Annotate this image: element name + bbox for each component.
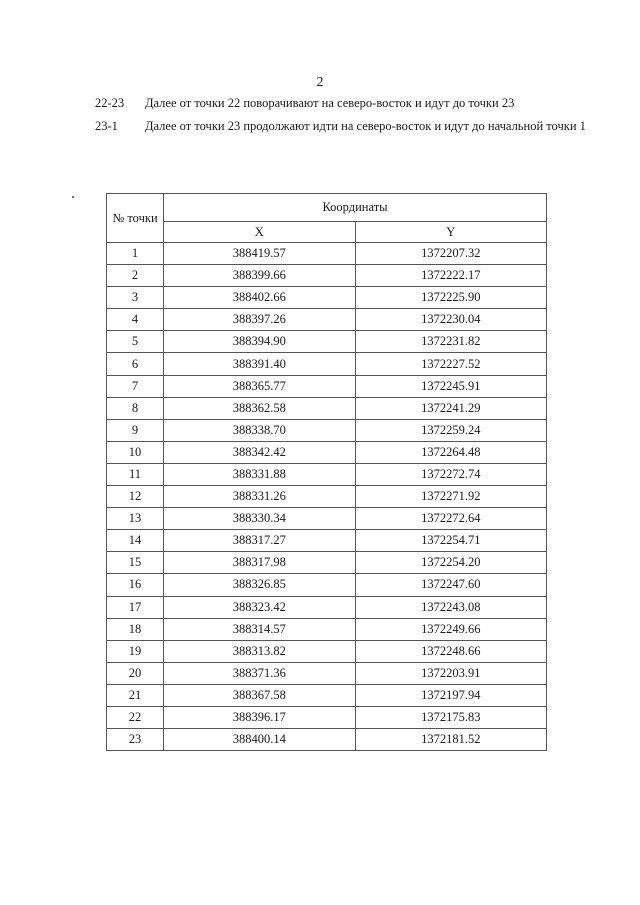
paragraph-22-23 xyxy=(95,96,595,111)
table-row xyxy=(107,309,547,331)
table-row xyxy=(107,574,547,596)
cell-y: 1372271.92 xyxy=(355,486,547,508)
cell-x: 388323.42 xyxy=(164,596,356,618)
cell-point-number: 14 xyxy=(107,530,164,552)
table-row xyxy=(107,552,547,574)
table-row xyxy=(107,287,547,309)
cell-point-number: 8 xyxy=(107,397,164,419)
segment-code: 23-1 xyxy=(95,119,118,133)
segment-text: Далее от точки 23 продолжают идти на северо-восток и идут до начальной точки 1 xyxy=(145,119,586,133)
table-row xyxy=(107,353,547,375)
cell-x: 388326.85 xyxy=(164,574,356,596)
cell-y: 1372254.20 xyxy=(355,552,547,574)
cell-point-number: 13 xyxy=(107,508,164,530)
cell-x: 388313.82 xyxy=(164,640,356,662)
cell-y: 1372249.66 xyxy=(355,618,547,640)
header-coordinates: Координаты xyxy=(164,194,547,222)
table-row xyxy=(107,265,547,287)
table-row xyxy=(107,729,547,751)
cell-x: 388330.34 xyxy=(164,508,356,530)
cell-y: 1372207.32 xyxy=(355,243,547,265)
cell-y: 1372241.29 xyxy=(355,397,547,419)
cell-x: 388331.88 xyxy=(164,463,356,485)
cell-x: 388391.40 xyxy=(164,353,356,375)
cell-x: 388397.26 xyxy=(164,309,356,331)
cell-y: 1372230.04 xyxy=(355,309,547,331)
cell-y: 1372248.66 xyxy=(355,640,547,662)
cell-y: 1372245.91 xyxy=(355,375,547,397)
page-number: 2 xyxy=(316,75,324,90)
cell-y: 1372264.48 xyxy=(355,441,547,463)
cell-point-number: 9 xyxy=(107,419,164,441)
table-body xyxy=(107,243,547,751)
cell-x: 388317.98 xyxy=(164,552,356,574)
cell-point-number: 22 xyxy=(107,706,164,728)
table-row xyxy=(107,640,547,662)
table-row xyxy=(107,419,547,441)
cell-x: 388371.36 xyxy=(164,662,356,684)
table-row xyxy=(107,397,547,419)
table-row xyxy=(107,662,547,684)
cell-y: 1372254.71 xyxy=(355,530,547,552)
header-x: X xyxy=(164,222,356,243)
segment-text: Далее от точки 22 поворачивают на северо-восток и идут до точки 23 xyxy=(145,96,515,110)
cell-point-number: 6 xyxy=(107,353,164,375)
cell-y: 1372272.64 xyxy=(355,508,547,530)
table-row xyxy=(107,618,547,640)
cell-x: 388399.66 xyxy=(164,265,356,287)
table-row xyxy=(107,530,547,552)
cell-point-number: 17 xyxy=(107,596,164,618)
cell-point-number: 7 xyxy=(107,375,164,397)
cell-x: 388342.42 xyxy=(164,441,356,463)
coordinates-table xyxy=(106,193,547,751)
header-point-number: № точки xyxy=(107,194,164,243)
cell-x: 388396.17 xyxy=(164,706,356,728)
cell-point-number: 23 xyxy=(107,729,164,751)
cell-point-number: 21 xyxy=(107,684,164,706)
cell-y: 1372203.91 xyxy=(355,662,547,684)
cell-y: 1372272.74 xyxy=(355,463,547,485)
table-row xyxy=(107,243,547,265)
scan-speck xyxy=(72,196,74,198)
cell-point-number: 12 xyxy=(107,486,164,508)
cell-x: 388362.58 xyxy=(164,397,356,419)
cell-point-number: 18 xyxy=(107,618,164,640)
cell-y: 1372175.83 xyxy=(355,706,547,728)
cell-point-number: 20 xyxy=(107,662,164,684)
cell-x: 388338.70 xyxy=(164,419,356,441)
cell-point-number: 11 xyxy=(107,463,164,485)
cell-y: 1372259.24 xyxy=(355,419,547,441)
cell-point-number: 4 xyxy=(107,309,164,331)
cell-x: 388367.58 xyxy=(164,684,356,706)
segment-code: 22-23 xyxy=(95,96,125,110)
cell-point-number: 1 xyxy=(107,243,164,265)
cell-y: 1372222.17 xyxy=(355,265,547,287)
cell-x: 388314.57 xyxy=(164,618,356,640)
table-row xyxy=(107,508,547,530)
cell-x: 388419.57 xyxy=(164,243,356,265)
cell-point-number: 19 xyxy=(107,640,164,662)
header-y: Y xyxy=(355,222,547,243)
table-row xyxy=(107,375,547,397)
cell-y: 1372247.60 xyxy=(355,574,547,596)
cell-x: 388394.90 xyxy=(164,331,356,353)
cell-x: 388365.77 xyxy=(164,375,356,397)
table-row xyxy=(107,684,547,706)
cell-point-number: 2 xyxy=(107,265,164,287)
cell-x: 388402.66 xyxy=(164,287,356,309)
cell-x: 388400.14 xyxy=(164,729,356,751)
table-row xyxy=(107,463,547,485)
table-row xyxy=(107,596,547,618)
table-row xyxy=(107,441,547,463)
cell-point-number: 16 xyxy=(107,574,164,596)
cell-y: 1372225.90 xyxy=(355,287,547,309)
cell-x: 388331.26 xyxy=(164,486,356,508)
cell-y: 1372181.52 xyxy=(355,729,547,751)
table-row xyxy=(107,706,547,728)
cell-point-number: 3 xyxy=(107,287,164,309)
paragraph-23-1 xyxy=(95,119,595,134)
cell-point-number: 15 xyxy=(107,552,164,574)
cell-y: 1372197.94 xyxy=(355,684,547,706)
cell-point-number: 10 xyxy=(107,441,164,463)
table-row xyxy=(107,486,547,508)
table-row xyxy=(107,331,547,353)
cell-point-number: 5 xyxy=(107,331,164,353)
cell-y: 1372243.08 xyxy=(355,596,547,618)
cell-y: 1372227.52 xyxy=(355,353,547,375)
cell-y: 1372231.82 xyxy=(355,331,547,353)
cell-x: 388317.27 xyxy=(164,530,356,552)
